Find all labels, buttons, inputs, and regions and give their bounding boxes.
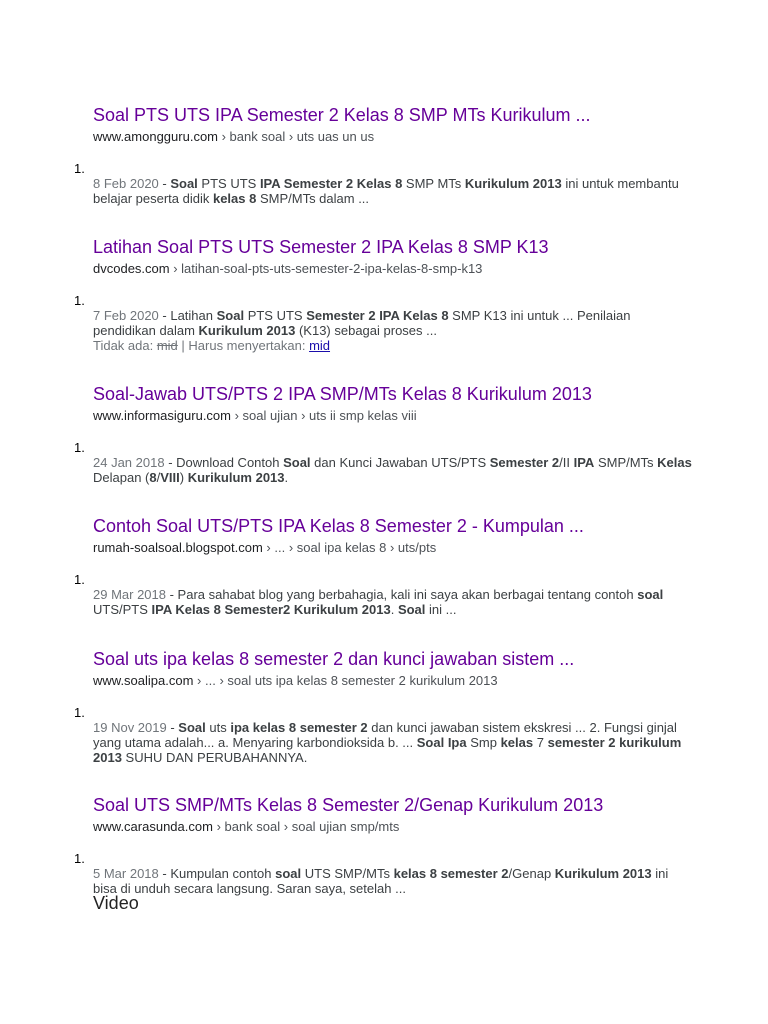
result-title-link[interactable]: Latihan Soal PTS UTS Semester 2 IPA Kelas 8 SMP K13 [93,237,549,257]
snippet-text: 7 [533,735,548,750]
video-section-heading: Video [93,893,139,913]
snippet-text: UTS/PTS [93,602,152,617]
result-list-number: 1. [74,293,85,308]
result-path: › ... › soal ipa kelas 8 › uts/pts [262,540,437,555]
missing-term-struck: mid [156,338,178,353]
snippet-bold-text: Kurikulum 2013 [554,866,652,881]
result-url [93,673,498,689]
snippet-text: dan kunci jawaban sistem ekskresi ... 2. Fungsi ginjal yang utama adalah... a. Menyaring karbondioksida b. ... [93,720,677,750]
result-title-link[interactable]: Soal uts ipa kelas 8 semester 2 dan kunci jawaban sistem ... [93,649,575,669]
result-domain: www.soalipa.com [93,673,194,688]
result-url [93,819,399,835]
result-date: 19 Nov 2019 [93,720,167,735]
snippet-text: SMP MTs [402,176,465,191]
snippet-text: /Genap [508,866,555,881]
snippet-bold-text: VIII [160,470,180,485]
snippet-text: SUHU DAN PERUBAHANNYA. [121,750,308,765]
must-include-link[interactable]: mid [309,338,331,353]
result-domain: www.informasiguru.com [93,408,231,423]
snippet-bold-text: Soal [170,176,198,191]
must-include-label: | Harus menyertakan: [177,338,310,353]
snippet-bold-text: Soal [397,602,426,617]
snippet-bold-text: Kurikulum 2013 [187,470,285,485]
snippet-bold-text: Soal [283,455,311,470]
snippet-text: SMP K13 ini untuk ... Penilaian pendidikan dalam [93,308,631,338]
result-title-link[interactable]: Soal-Jawab UTS/PTS 2 IPA SMP/MTs Kelas 8 Kurikulum 2013 [93,384,592,404]
snippet-text: - [166,720,179,735]
result-snippet [93,455,693,485]
snippet-bold-text: kelas 8 [212,191,257,206]
snippet-bold-text: Kelas [657,455,692,470]
missing-terms-prefix: Tidak ada: [93,338,157,353]
snippet-bold-text: IPA [573,455,595,470]
result-snippet [93,308,693,353]
snippet-text: / [156,470,161,485]
snippet-text: ini bisa di unduh secara langsung. Saran saya, setelah ... [93,866,669,896]
snippet-text: . [390,602,398,617]
result-list-number: 1. [74,851,85,866]
result-list-number: 1. [74,161,85,176]
snippet-text: ini untuk membantu belajar peserta didik [93,176,679,206]
snippet-text: Smp [466,735,501,750]
snippet-text: - Download Contoh [164,455,284,470]
result-snippet [93,176,693,206]
result-path: › bank soal › soal ujian smp/mts [212,819,400,834]
snippet-text: /II [559,455,574,470]
result-date: 7 Feb 2020 [93,308,159,323]
snippet-bold-text: Kurikulum 2013 [464,176,562,191]
result-url [93,408,417,424]
result-path: › bank soal › uts uas un us [218,129,375,144]
snippet-text: (K13) sebagai proses ... [295,323,437,338]
snippet-bold-text: Semester 2 [489,455,560,470]
result-snippet [93,587,693,617]
result-snippet [93,720,693,765]
result-url [93,129,374,145]
snippet-text: PTS UTS [197,176,260,191]
snippet-text: - Latihan [158,308,217,323]
result-title-link[interactable]: Soal UTS SMP/MTs Kelas 8 Semester 2/Genap Kurikulum 2013 [93,795,604,815]
result-path: › latihan-soal-pts-uts-semester-2-ipa-kelas-8-smp-k13 [169,261,483,276]
snippet-bold-text: kelas 8 semester 2 [393,866,509,881]
snippet-bold-text: Soal Ipa [416,735,467,750]
result-domain: www.amongguru.com [93,129,218,144]
result-list-number: 1. [74,440,85,455]
snippet-bold-text: Kurikulum 2013 [198,323,296,338]
snippet-text: - Kumpulan contoh [158,866,276,881]
missing-terms-line [93,338,693,353]
result-date: 29 Mar 2018 [93,587,166,602]
result-domain: dvcodes.com [93,261,170,276]
result-list-number: 1. [74,572,85,587]
snippet-text: - Para sahabat blog yang berbahagia, kali ini saya akan berbagai tentang contoh [166,587,638,602]
snippet-text: dan Kunci Jawaban UTS/PTS [310,455,490,470]
snippet-text: PTS UTS [244,308,307,323]
snippet-bold-text: semester 2 kurikulum 2013 [93,735,682,765]
result-snippet [93,866,693,896]
result-path: › ... › soal uts ipa kelas 8 semester 2 kurikulum 2013 [193,673,498,688]
snippet-bold-text: soal [275,866,302,881]
snippet-bold-text: Soal [178,720,206,735]
snippet-bold-text: soal [637,587,664,602]
snippet-bold-text: ipa kelas 8 semester 2 [230,720,368,735]
result-title-link[interactable]: Soal PTS UTS IPA Semester 2 Kelas 8 SMP MTs Kurikulum ... [93,105,591,125]
snippet-text: SMP/MTs dalam ... [256,191,370,206]
snippet-bold-text: Soal [216,308,245,323]
snippet-bold-text: IPA Semester 2 Kelas 8 [259,176,403,191]
snippet-bold-text: kelas [500,735,534,750]
snippet-text: UTS SMP/MTs [301,866,394,881]
result-path: › soal ujian › uts ii smp kelas viii [231,408,417,423]
snippet-text: - [158,176,171,191]
snippet-text: ) [179,470,188,485]
result-date: 5 Mar 2018 [93,866,159,881]
result-url [93,540,436,556]
result-domain: www.carasunda.com [93,819,213,834]
snippet-text: Delapan ( [93,470,150,485]
result-title-link[interactable]: Contoh Soal UTS/PTS IPA Kelas 8 Semester 2 - Kumpulan ... [93,516,584,536]
result-date: 8 Feb 2020 [93,176,159,191]
snippet-text: ini ... [425,602,457,617]
snippet-bold-text: 8 [149,470,157,485]
snippet-text: SMP/MTs [594,455,658,470]
snippet-text: uts [205,720,231,735]
result-url [93,261,482,277]
result-list-number: 1. [74,705,85,720]
snippet-text: . [284,470,289,485]
snippet-bold-text: Semester 2 IPA Kelas 8 [306,308,449,323]
snippet-bold-text: IPA Kelas 8 Semester2 Kurikulum 2013 [151,602,391,617]
result-domain: rumah-soalsoal.blogspot.com [93,540,263,555]
result-date: 24 Jan 2018 [93,455,165,470]
